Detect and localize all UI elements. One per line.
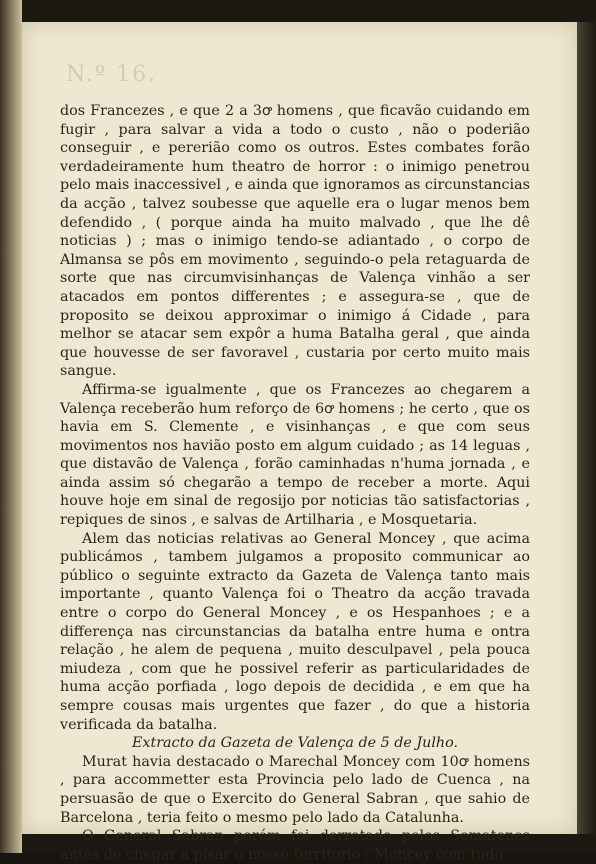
paragraph-1: dos Francezes , e que 2 a 3ꝍ homens , que ficavão cuidando em fugir , para salvar a vida a todo o custo , não o poderião conseguir , e pererião como os outros. Estes combates forão verdadeiramente hum theatro de horror : o inimigo penetrou pelo mais inaccessivel , e ainda que ignoramos as circunstancias da acção , talvez soubesse que aquelle era o lugar menos bem defendido , ( porque ainda ha muito malvado , que lhe dê noticias ) ; mas o inimigo tendo-se adiantado , o corpo de Almansa se pôs em movimento , seguindo-o pela retaguarda de sorte que nas circumvisinhanças de Valença vinhão a ser atacados em pontos differentes ; e assegura-se , que de proposito se deixou approximar o inimigo á Cidade , para melhor se atacar sem expôr a huma Batalha geral , que ainda que houvesse de ser favoravel , custaria por certo muito mais sangue. bbox=[60, 103, 530, 380]
paragraph-3: Alem das noticias relativas ao General Moncey , que acima publicámos , tambem julgamos a proposito communicar ao público o seguinte extracto da Gazeta de Valença tanto mais importante , quanto Valença foi o Theatro da acção travada entre o corpo do General Moncey , e os Hespanhoes ; e a differença nas circunstancias da batalha entre huma e ontra relação , he alem de pequena , muito desculpavel , pela pouca miudeza , com que he possivel referir as particularidades de huma acção porfiada , logo depois de decidida , e em que ha sempre cousas mais urgentes que fazer , do que a historia verificada da batalha. bbox=[60, 530, 530, 733]
page-shadow-edge bbox=[577, 22, 596, 834]
header-bleed-through: N.º 16. bbox=[66, 62, 158, 87]
adjacent-page-edge bbox=[0, 0, 22, 853]
extract-heading: Extracto da Gazeta de Valença de 5 de Julho. bbox=[131, 735, 459, 752]
paragraph-4: Murat havia destacado o Marechal Moncey com 10ꝍ homens , para accommetter esta Provincia pelo lado de Cuenca , na persuasão de que o Exercito do General Sabran , que sahio de Barcelona , teria feito o mesmo pelo lado da Catalunha. bbox=[60, 753, 530, 826]
body-text bbox=[60, 102, 530, 864]
paragraph-2: Affirma-se igualmente , que os Francezes ao chegarem a Valença receberão hum reforço de 6ꝍ homens ; he certo , que os havia em S. Clemente , e visinhanças , e que com seus movimentos nos havião posto em algum cuidado ; as 14 leguas , que distavão de Valença , forão caminhadas n'huma jornada , e ainda assim só chegarão a tempo de receber a morte. Aqui houve hoje em sinal de regosijo por noticias tão satisfactorias , repiques de sinos , e salvas de Artilharia , e Mosquetaria. bbox=[60, 381, 530, 529]
document-page bbox=[22, 22, 577, 863]
paragraph-5: O General Sabran porém foi derrotado pelos Somatenes antes de chegar a pisar o nosso territorio : Moncey com tudo bbox=[60, 828, 530, 863]
